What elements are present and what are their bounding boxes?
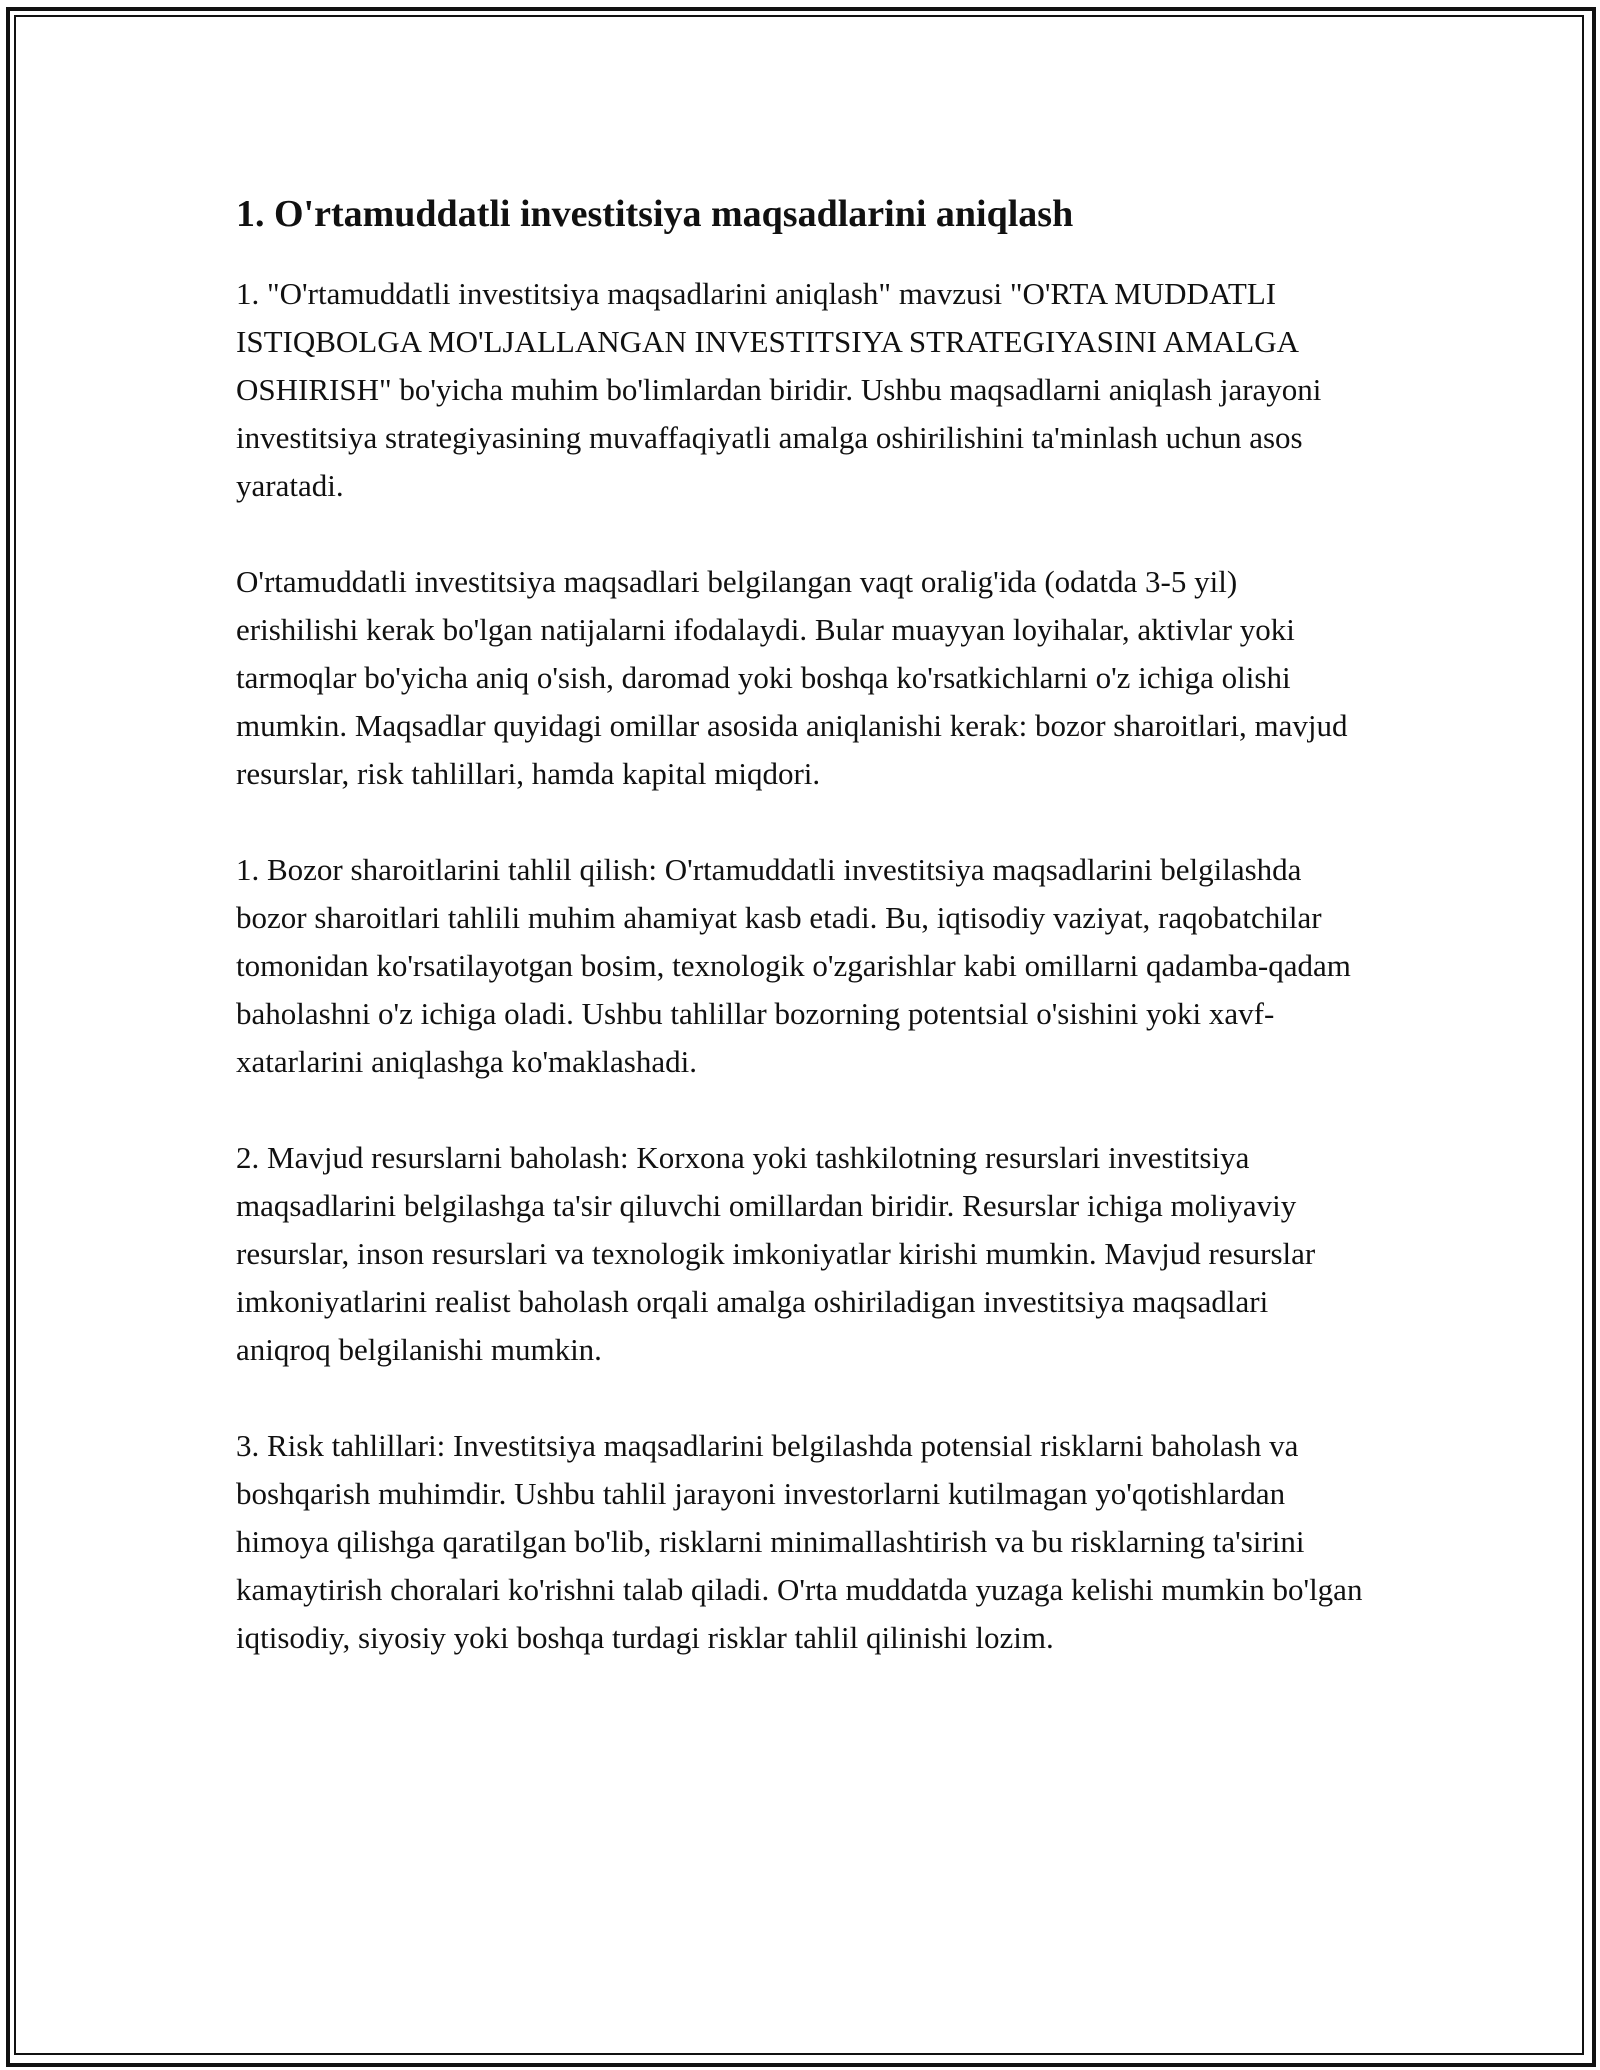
paragraph-resource-assessment: 2. Mavjud resurslarni baholash: Korxona yoki tashkilotning resurslari investitsiya maqsadlarini belgilashga ta'sir qiluvchi omillardan biridir. Resurslar ichiga moliyaviy resurslar, inson resurslari va texnologik imkoniyatlar kirishi mumkin. Mavjud resurslar imkoniyatlarini realist baholash orqali amalga oshiriladigan investitsiya maqsadlari aniqroq belgilanishi mumkin. xyxy=(236,1140,1316,1367)
paragraph-market-analysis: 1. Bozor sharoitlarini tahlil qilish: O'rtamuddatli investitsiya maqsadlarini belgilashda bozor sharoitlari tahlili muhim ahamiyat kasb etadi. Bu, iqtisodiy vaziyat, raqobatchilar tomonidan ko'rsatilayotgan bosim, texnologik o'zgarishlar kabi omillarni qadamba-qadam baholashni o'z ichiga oladi. Ushbu tahlillar bozorning potentsial o'sishini yoki xavf-xatarlarini aniqlashga ko'maklashadi. xyxy=(236,852,1351,1079)
section-heading: 1. O'rtamuddatli investitsiya maqsadlarini aniqlash xyxy=(236,193,1074,235)
paragraph-goals-definition: O'rtamuddatli investitsiya maqsadlari belgilangan vaqt oralig'ida (odatda 3-5 yil) erishilishi kerak bo'lgan natijalarni ifodalaydi. Bular muayyan loyihalar, aktivlar yoki tarmoqlar bo'yicha aniq o'sish, daromad yoki boshqa ko'rsatkichlarni o'z ichiga olishi mumkin. Maqsadlar quyidagi omillar asosida aniqlanishi kerak: bozor sharoitlari, mavjud resurslar, risk tahlillari, hamda kapital miqdori. xyxy=(236,564,1348,791)
paragraph-risk-analysis: 3. Risk tahlillari: Investitsiya maqsadlarini belgilashda potensial risklarni baholash va boshqarish muhimdir. Ushbu tahlil jarayoni investorlarni kutilmagan yo'qotishlardan himoya qilishga qaratilgan bo'lib, risklarni minimallashtirish va bu risklarning ta'sirini kamaytirish choralari ko'rishni talab qiladi. O'rta muddatda yuzaga kelishi mumkin bo'lgan iqtisodiy, siyosiy yoki boshqa turdagi risklar tahlil qilinishi lozim. xyxy=(236,1428,1363,1655)
paragraph-intro: 1. "O'rtamuddatli investitsiya maqsadlarini aniqlash" mavzusi "O'RTA MUDDATLI ISTIQBOLGA MO'LJALLANGAN INVESTITSIYA STRATEGIYASINI AMALGA OSHIRISH" bo'yicha muhim bo'limlardan biridir. Ushbu maqsadlarni aniqlash jarayoni investitsiya strategiyasining muvaffaqiyatli amalga oshirilishini ta'minlash uchun asos yaratadi. xyxy=(236,276,1322,503)
document-body xyxy=(236,186,1366,1710)
